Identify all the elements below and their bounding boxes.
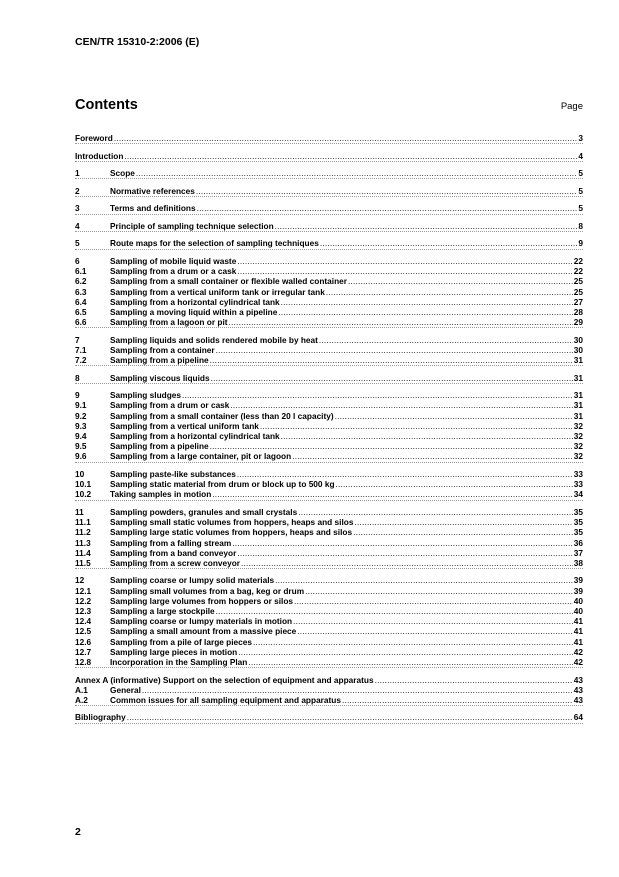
toc-entry-number: 7.2 [75,355,87,366]
toc-group [75,221,583,232]
toc-entry[interactable] [75,489,583,499]
toc-entry-title: Terms and definitions [110,203,196,214]
toc-group [75,335,583,367]
toc-entry-title: Sampling a small amount from a massive piece [110,626,297,637]
toc-leader-dots [241,558,573,568]
toc-entry[interactable] [75,203,583,213]
toc-entry-number: 10 [75,468,85,479]
toc-leader-dots [292,451,573,461]
toc-entry-title: Sampling from a drum or a cask [110,266,237,277]
toc-entry-page: 35 [573,527,583,538]
toc-entry-title: Sampling a moving liquid within a pipeline [110,306,278,317]
toc-leader-dots [297,626,572,636]
toc-entry[interactable] [75,616,583,626]
toc-entry-title: Sampling from a drum or cask [110,400,230,411]
toc-entry-page: 8 [578,220,583,231]
toc-entry-title: Sampling from a pile of large pieces [110,636,253,647]
toc-entry[interactable] [75,575,583,585]
toc-entry-title: Bibliography [75,712,126,723]
toc-leader-dots [353,527,573,537]
toc-entry[interactable] [75,675,583,685]
toc-leader-dots [354,517,572,527]
toc-leader-dots [210,355,573,365]
toc-entry-number: 6.5 [75,306,87,317]
toc-entry-page: 32 [573,441,583,452]
toc-entry-page: 27 [573,296,583,307]
toc-entry-number: 12 [75,575,85,586]
toc-entry-number: 11 [75,506,84,517]
toc-leader-dots [293,616,573,626]
page-number: 2 [75,826,81,838]
contents-title: Contents [75,97,138,113]
toc-entry-number: 8 [75,372,80,383]
toc-entry[interactable] [75,411,583,421]
toc-entry-page: 39 [573,575,583,586]
toc-leader-dots [136,168,577,178]
toc-entry-page: 22 [573,256,583,267]
toc-entry-number: 12.2 [75,595,92,606]
toc-entry-number: 6.3 [75,286,87,297]
toc-leader-dots [281,431,573,441]
toc-entry-page: 41 [573,626,583,637]
toc-entry-page: 40 [573,606,583,617]
toc-entry[interactable] [75,287,583,297]
toc-entry-number: 12.1 [75,585,92,596]
toc-entry-page: 35 [573,506,583,517]
toc-entry-page: 32 [573,431,583,442]
toc-entry-number: 3 [75,203,80,214]
toc-entry-title: Sampling from a vertical uniform tank [110,420,259,431]
toc-entry-number: 12.8 [75,656,92,667]
toc-entry[interactable] [75,256,583,266]
toc-leader-dots [335,411,573,421]
toc-leader-dots [114,133,578,143]
toc-leader-dots [275,575,573,585]
toc-entry-title: Scope [110,168,135,179]
toc-entry-title: Sampling from a horizontal cylindrical tank [110,296,280,307]
toc-entry-page: 31 [573,400,583,411]
toc-leader-dots [237,256,572,266]
toc-entry[interactable] [75,373,583,383]
toc-entry-title: Sampling from a pipeline [110,355,209,366]
toc-entry-page: 35 [573,517,583,528]
toc-entry[interactable] [75,390,583,400]
toc-entry-title: Normative references [110,185,195,196]
toc-leader-dots [211,373,573,383]
toc-entry-page: 43 [573,674,583,685]
toc-entry[interactable] [75,221,583,231]
toc-group [75,203,583,214]
toc-entry[interactable] [75,606,583,616]
toc-leader-dots [336,479,573,489]
toc-entry-page: 37 [573,547,583,558]
toc-entry-page: 43 [573,684,583,695]
toc-leader-dots [281,297,573,307]
toc-entry[interactable] [75,626,583,636]
toc-leader-dots [196,186,578,196]
toc-entry-page: 29 [573,317,583,328]
toc-entry-title: Sampling small static volumes from hoppers, heaps and silos [110,517,354,528]
toc-entry-number: 9.3 [75,420,87,431]
toc-entry-page: 3 [578,133,583,143]
toc-entry-number: 11.2 [75,527,91,538]
toc-entry-number: 9.4 [75,431,87,442]
toc-entry-title: Sampling from a large container, pit or lagoon [110,451,292,462]
toc-entry-page: 5 [578,168,583,179]
toc-entry[interactable] [75,712,583,722]
toc-entry-title: Sampling from a lagoon or pit [110,317,228,328]
toc-entry-number: 7 [75,334,80,345]
toc-leader-dots [278,307,572,317]
toc-entry-number: 10.2 [75,489,92,500]
toc-leader-dots [305,586,573,596]
toc-entry-title: Sampling from a small container or flexible walled container [110,276,347,287]
toc-entry-title: Incorporation in the Sampling Plan [110,656,248,667]
toc-group [75,151,583,162]
toc-group [75,186,583,197]
toc-entry-title: Common issues for all sampling equipment and apparatus [110,694,341,705]
toc-entry-page: 64 [573,712,583,723]
toc-entry-page: 5 [578,203,583,214]
toc-entry-page: 34 [573,489,583,500]
toc-entry-page: 40 [573,595,583,606]
toc-entry-title: Sampling large static volumes from hoppers, heaps and silos [110,527,353,538]
toc-entry-title: Sampling large volumes from hoppers or silos [110,595,294,606]
toc-entry-title: Sampling small volumes from a bag, keg or drum [110,585,305,596]
toc-entry-title: Sampling coarse or lumpy solid materials [110,575,275,586]
toc-entry-title: Sampling large pieces in motion [110,646,238,657]
toc-entry-number: 6.4 [75,296,87,307]
toc-leader-dots [182,390,573,400]
table-of-contents [75,133,583,724]
toc-entry-title: Sampling from a pipeline [110,441,209,452]
toc-entry[interactable] [75,538,583,548]
toc-group [75,168,583,179]
toc-entry-title: Sampling of mobile liquid waste [110,256,237,267]
toc-entry[interactable] [75,168,583,178]
toc-entry-number: 6 [75,256,80,267]
toc-entry-title: Sampling paste-like substances [110,468,236,479]
toc-entry[interactable] [75,548,583,558]
toc-entry-page: 42 [573,656,583,667]
toc-entry-title: Sampling from a screw conveyor [110,557,241,568]
toc-leader-dots [298,507,573,517]
toc-leader-dots [212,489,572,499]
toc-entry[interactable] [75,345,583,355]
toc-entry[interactable] [75,586,583,596]
toc-entry-number: 11.4 [75,547,91,558]
toc-entry-number: 9.2 [75,410,87,421]
toc-leader-dots [375,675,573,685]
toc-leader-dots [229,317,573,327]
toc-entry-title: Sampling viscous liquids [110,372,210,383]
toc-entry-title: Sampling liquids and solids rendered mobile by heat [110,334,318,345]
toc-entry-page: 32 [573,451,583,462]
toc-entry-number: A.1 [75,684,88,695]
toc-entry-page: 39 [573,585,583,596]
toc-entry[interactable] [75,685,583,695]
toc-leader-dots [142,685,573,695]
toc-entry-number: 6.6 [75,317,87,328]
toc-entry[interactable] [75,479,583,489]
toc-entry[interactable] [75,421,583,431]
toc-leader-dots [197,203,578,213]
toc-entry[interactable] [75,186,583,196]
toc-entry-title: Principle of sampling technique selection [110,220,274,231]
toc-group [75,469,583,501]
toc-entry-title: Annex A (informative) Support on the selection of equipment and apparatus [75,674,374,685]
toc-entry-number: 12.3 [75,606,92,617]
toc-entry[interactable] [75,317,583,327]
toc-leader-dots [124,151,577,161]
toc-entry-number: 4 [75,220,80,231]
toc-leader-dots [294,596,573,606]
toc-group [75,575,583,668]
toc-entry-number: 7.1 [75,344,87,355]
toc-entry-page: 22 [573,266,583,277]
toc-entry[interactable] [75,238,583,248]
toc-entry-page: 41 [573,616,583,627]
toc-entry-page: 5 [578,185,583,196]
toc-entry-page: 28 [573,306,583,317]
toc-entry[interactable] [75,647,583,657]
toc-entry[interactable] [75,441,583,451]
toc-entry-page: 38 [573,557,583,568]
toc-entry[interactable] [75,297,583,307]
toc-leader-dots [210,441,573,451]
document-id-header: CEN/TR 15310-2:2006 (E) [75,36,200,48]
toc-entry[interactable] [75,596,583,606]
toc-leader-dots [238,647,573,657]
toc-entry-page: 4 [578,150,583,161]
toc-entry-number: 9.6 [75,451,87,462]
toc-group [75,256,583,328]
toc-entry-page: 25 [573,276,583,287]
toc-entry-page: 42 [573,646,583,657]
toc-entry-page: 31 [573,372,583,383]
toc-entry[interactable] [75,469,583,479]
toc-entry-title: Sampling powders, granules and small crystals [110,506,298,517]
toc-entry-title: General [110,684,141,695]
toc-leader-dots [232,538,573,548]
toc-entry[interactable] [75,151,583,161]
toc-entry[interactable] [75,307,583,317]
toc-entry[interactable] [75,657,583,667]
toc-entry-title: Taking samples in motion [110,489,212,500]
toc-entry-page: 9 [578,238,583,249]
toc-entry-title: Route maps for the selection of sampling techniques [110,238,319,249]
toc-entry-page: 41 [573,636,583,647]
toc-group [75,675,583,707]
toc-entry-number: 9 [75,390,80,401]
toc-leader-dots [248,657,572,667]
toc-entry[interactable] [75,133,583,143]
toc-entry-page: 25 [573,286,583,297]
toc-entry-title: Sampling from a small container (less than 20 l capacity) [110,410,334,421]
toc-entry[interactable] [75,517,583,527]
toc-entry-title: Sampling coarse or lumpy materials in motion [110,616,293,627]
toc-group [75,133,583,144]
toc-group [75,712,583,723]
toc-entry-number: 2 [75,185,80,196]
toc-entry[interactable] [75,431,583,441]
toc-leader-dots [348,276,573,286]
toc-entry-page: 30 [573,344,583,355]
toc-leader-dots [230,400,572,410]
toc-entry-page: 33 [573,479,583,490]
toc-entry-number: 12.5 [75,626,92,637]
toc-entry-title: Sampling from a band conveyor [110,547,237,558]
toc-entry[interactable] [75,695,583,705]
toc-group [75,238,583,249]
toc-leader-dots [275,221,578,231]
toc-entry[interactable] [75,266,583,276]
toc-entry-number: 9.5 [75,441,87,452]
toc-entry[interactable] [75,355,583,365]
toc-entry-title: Sampling static material from drum or block up to 500 kg [110,479,335,490]
toc-entry[interactable] [75,451,583,461]
toc-entry-title: Foreword [75,133,113,143]
toc-entry[interactable] [75,637,583,647]
toc-entry-page: 32 [573,420,583,431]
toc-entry-title: Sampling from a falling stream [110,537,232,548]
toc-group [75,373,583,384]
toc-entry[interactable] [75,507,583,517]
toc-leader-dots [127,712,573,722]
toc-entry-number: 11.1 [75,517,91,528]
toc-entry-number: A.2 [75,694,88,705]
toc-leader-dots [216,345,573,355]
toc-entry-number: 1 [75,168,80,179]
toc-group [75,390,583,462]
toc-entry-number: 11.5 [75,557,91,568]
toc-entry-number: 10.1 [75,479,92,490]
toc-entry-number: 9.1 [75,400,87,411]
toc-entry-page: 31 [573,355,583,366]
toc-leader-dots [237,469,573,479]
toc-leader-dots [320,238,578,248]
toc-leader-dots [237,548,572,558]
toc-entry-title: Sampling a large stockpile [110,606,215,617]
toc-entry-number: 6.2 [75,276,87,287]
toc-entry-page: 33 [573,468,583,479]
toc-entry-page: 31 [573,410,583,421]
toc-entry-number: 6.1 [75,266,87,277]
toc-leader-dots [342,695,573,705]
toc-entry[interactable] [75,527,583,537]
toc-entry-title: Introduction [75,150,124,161]
toc-entry-title: Sampling sludges [110,390,181,401]
toc-leader-dots [326,287,573,297]
toc-entry-title: Sampling from a container [110,344,215,355]
page-column-label: Page [560,101,583,112]
toc-entry[interactable] [75,276,583,286]
toc-entry[interactable] [75,335,583,345]
toc-entry-page: 36 [573,537,583,548]
toc-leader-dots [260,421,573,431]
toc-leader-dots [253,637,573,647]
toc-entry-page: 43 [573,694,583,705]
toc-leader-dots [237,266,572,276]
toc-entry-number: 11.3 [75,537,91,548]
toc-entry-number: 12.6 [75,636,92,647]
toc-group [75,507,583,569]
toc-entry-number: 12.7 [75,646,92,657]
toc-entry-number: 12.4 [75,616,92,627]
toc-leader-dots [319,335,573,345]
toc-leader-dots [216,606,573,616]
toc-entry[interactable] [75,558,583,568]
toc-entry[interactable] [75,400,583,410]
toc-entry-page: 30 [573,334,583,345]
toc-entry-title: Sampling from a horizontal cylindrical tank [110,431,280,442]
toc-entry-title: Sampling from a vertical uniform tank or irregular tank [110,286,325,297]
toc-entry-page: 31 [573,390,583,401]
toc-entry-number: 5 [75,238,80,249]
